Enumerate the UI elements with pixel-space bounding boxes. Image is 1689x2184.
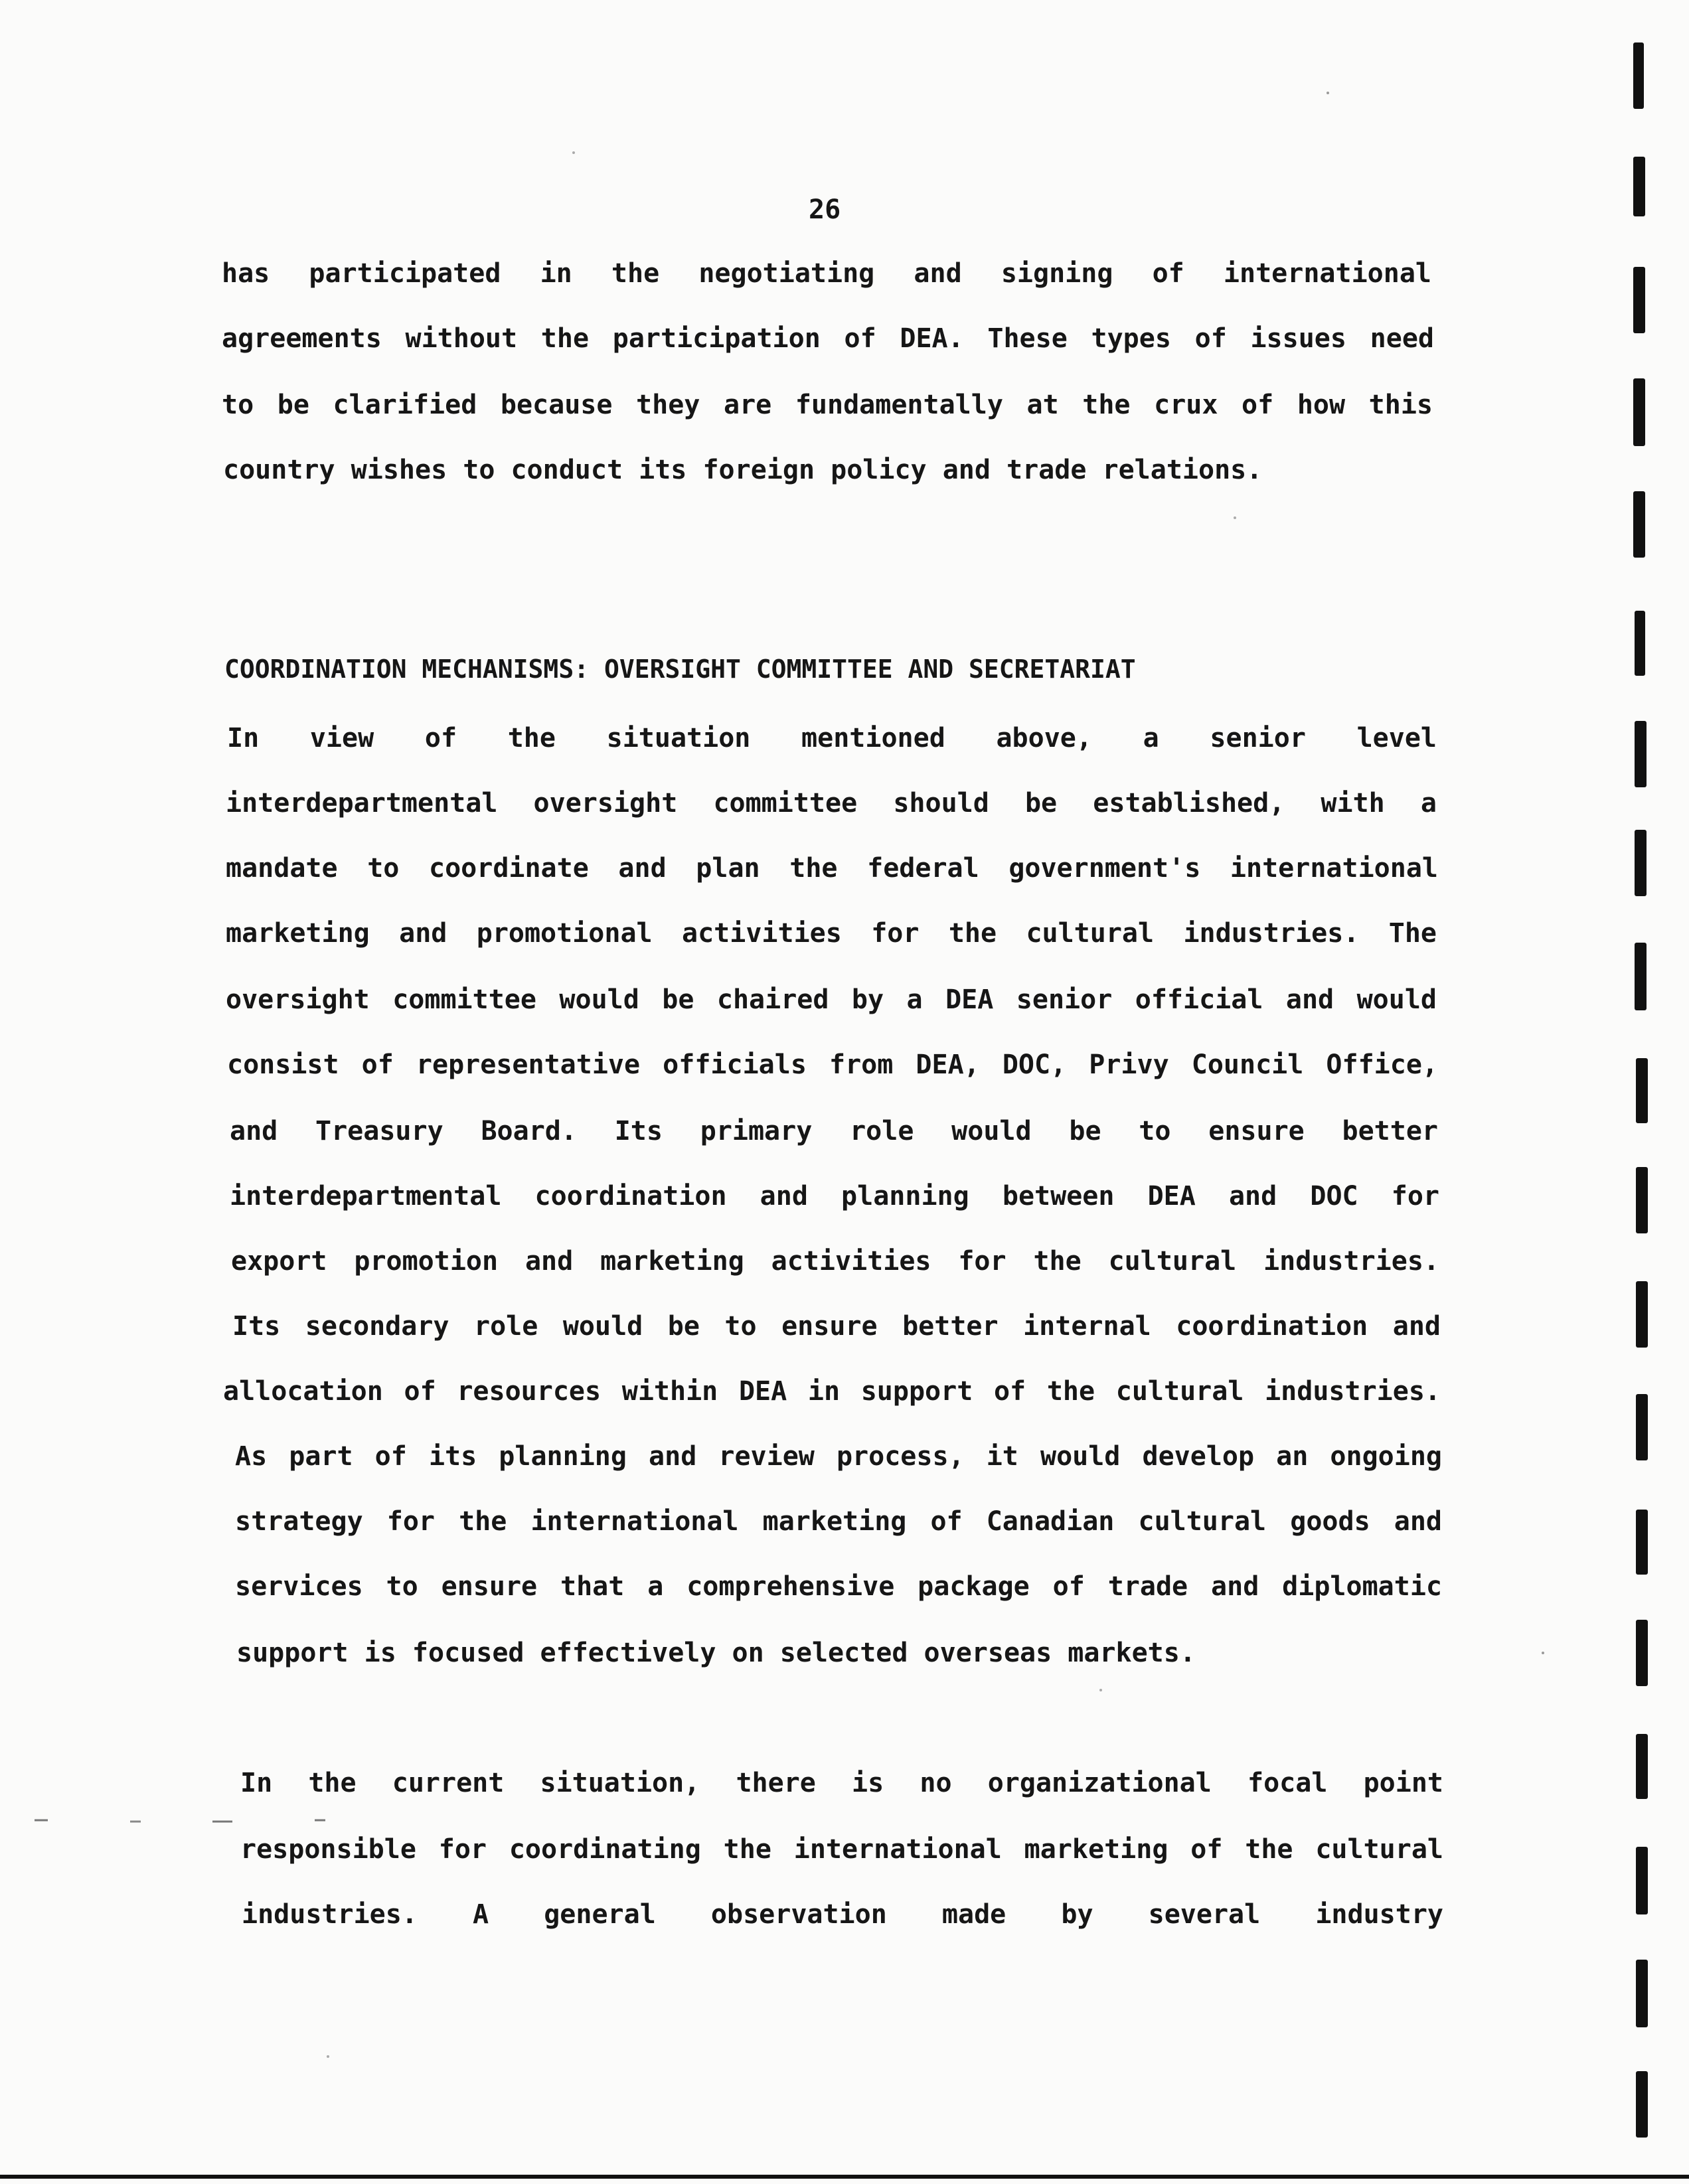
text-line: In the current situation, there is no organizational focal point: [240, 1768, 1443, 1798]
text-line: and Treasury Board. Its primary role would be to ensure better: [230, 1116, 1438, 1146]
text-line: has participated in the negotiating and signing of international: [222, 258, 1431, 289]
text-line: interdepartmental oversight committee should be established, with a: [226, 788, 1437, 819]
page-number: 26: [809, 195, 841, 225]
text-line: responsible for coordinating the international marketing of the cultural: [240, 1834, 1443, 1865]
text-line: consist of representative officials from DEA, DOC, Privy Council Office,: [227, 1050, 1438, 1080]
text-line: As part of its planning and review process, it would develop an ongoing: [235, 1441, 1442, 1472]
text-line: services to ensure that a comprehensive package of trade and diplomatic: [235, 1571, 1442, 1602]
text-line: oversight committee would be chaired by a DEA senior official and would: [226, 984, 1437, 1015]
binder-edge-marks: [1617, 0, 1689, 2184]
text-line: mandate to coordinate and plan the federal government's international: [226, 853, 1438, 884]
text-line: In view of the situation mentioned above, a senior level: [227, 723, 1437, 753]
text-line: country wishes to conduct its foreign policy and trade relations.: [223, 455, 1263, 485]
page-bottom-edge: [0, 2175, 1689, 2179]
text-line: interdepartmental coordination and planning between DEA and DOC for: [230, 1181, 1439, 1211]
text-line: industries. A general observation made by several industry: [242, 1899, 1443, 1930]
text-line: to be clarified because they are fundamentally at the crux of how this: [222, 390, 1433, 420]
text-line: Its secondary role would be to ensure better internal coordination and: [232, 1311, 1441, 1342]
text-line: support is focused effectively on selected overseas markets.: [236, 1638, 1196, 1668]
text-line: agreements without the participation of DEA. These types of issues need: [222, 323, 1434, 354]
text-line: export promotion and marketing activities for the cultural industries.: [231, 1246, 1439, 1277]
section-heading: COORDINATION MECHANISMS: OVERSIGHT COMMITTEE AND SECRETARIAT: [224, 655, 1136, 684]
text-line: marketing and promotional activities for the cultural industries. The: [226, 918, 1437, 949]
text-line: strategy for the international marketing of Canadian cultural goods and: [235, 1506, 1442, 1537]
text-line: allocation of resources within DEA in support of the cultural industries.: [223, 1376, 1441, 1407]
